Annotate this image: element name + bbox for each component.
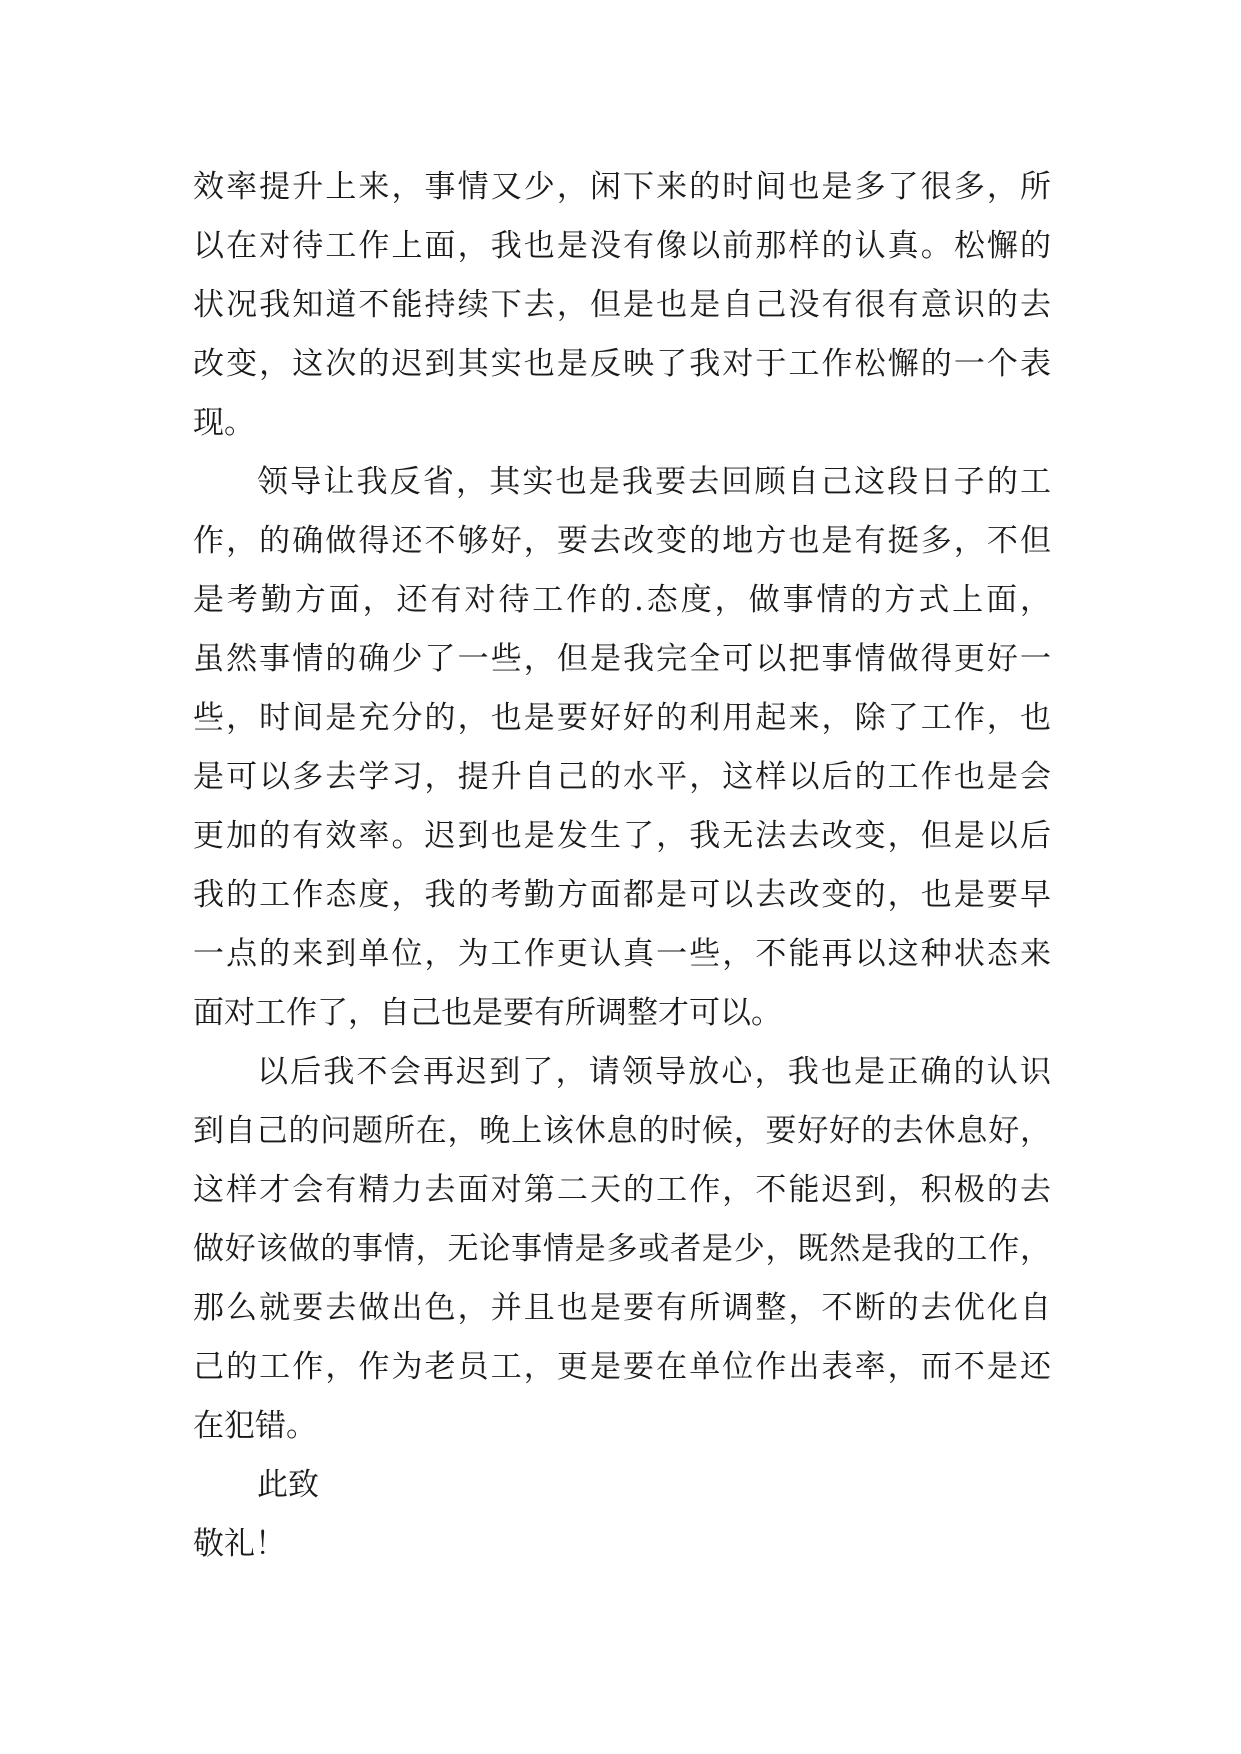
text-line: 这样才会有精力去面对第二天的工作，不能迟到，积极的去 [193,1172,1051,1208]
paragraph [193,453,1051,1043]
text-line: 那么就要去做出色，并且也是要有所调整，不断的去优化自 [193,1290,1051,1326]
document-body [193,158,1051,1574]
closing: 此致 [257,1467,319,1503]
text-line: 效率提升上来，事情又少，闲下来的时间也是多了很多，所 [193,169,1051,205]
text-line: 虽然事情的确少了一些，但是我完全可以把事情做得更好一 [193,641,1051,677]
text-line: 以在对待工作上面，我也是没有像以前那样的认真。松懈的 [193,228,1051,264]
text-line: 是可以多去学习，提升自己的水平，这样以后的工作也是会 [193,759,1051,795]
text-line: 己的工作，作为老员工，更是要在单位作出表率，而不是还 [193,1349,1051,1385]
text-line: 在犯错。 [193,1408,317,1444]
text-line: 我的工作态度，我的考勤方面都是可以去改变的，也是要早 [193,877,1051,913]
text-line: 面对工作了，自己也是要有所调整才可以。 [193,995,782,1031]
text-line: 改变，这次的迟到其实也是反映了我对于工作松懈的一个表 [193,346,1051,382]
text-line: 做好该做的事情，无论事情是多或者是少，既然是我的工作， [193,1231,1051,1267]
text-line: 一点的来到单位，为工作更认真一些，不能再以这种状态来 [193,936,1051,972]
text-line: 更加的有效率。迟到也是发生了，我无法去改变，但是以后 [193,818,1051,854]
text-line: 状况我知道不能持续下去，但是也是自己没有很有意识的去 [193,287,1051,323]
paragraph [193,1043,1051,1456]
text-line: 作，的确做得还不够好，要去改变的地方也是有挺多，不但 [193,523,1051,559]
text-line: 是考勤方面，还有对待工作的.态度，做事情的方式上面， [193,582,1051,618]
text-line: 些，时间是充分的，也是要好好的利用起来，除了工作，也 [193,700,1051,736]
text-line: 以后我不会再迟到了，请领导放心，我也是正确的认识 [257,1054,1051,1090]
paragraph [193,158,1051,453]
text-line: 领导让我反省，其实也是我要去回顾自己这段日子的工 [257,464,1051,500]
text-line: 现。 [193,405,255,441]
salutation: 敬礼！ [193,1526,286,1562]
text-line: 到自己的问题所在，晚上该休息的时候，要好好的去休息好， [193,1113,1051,1149]
